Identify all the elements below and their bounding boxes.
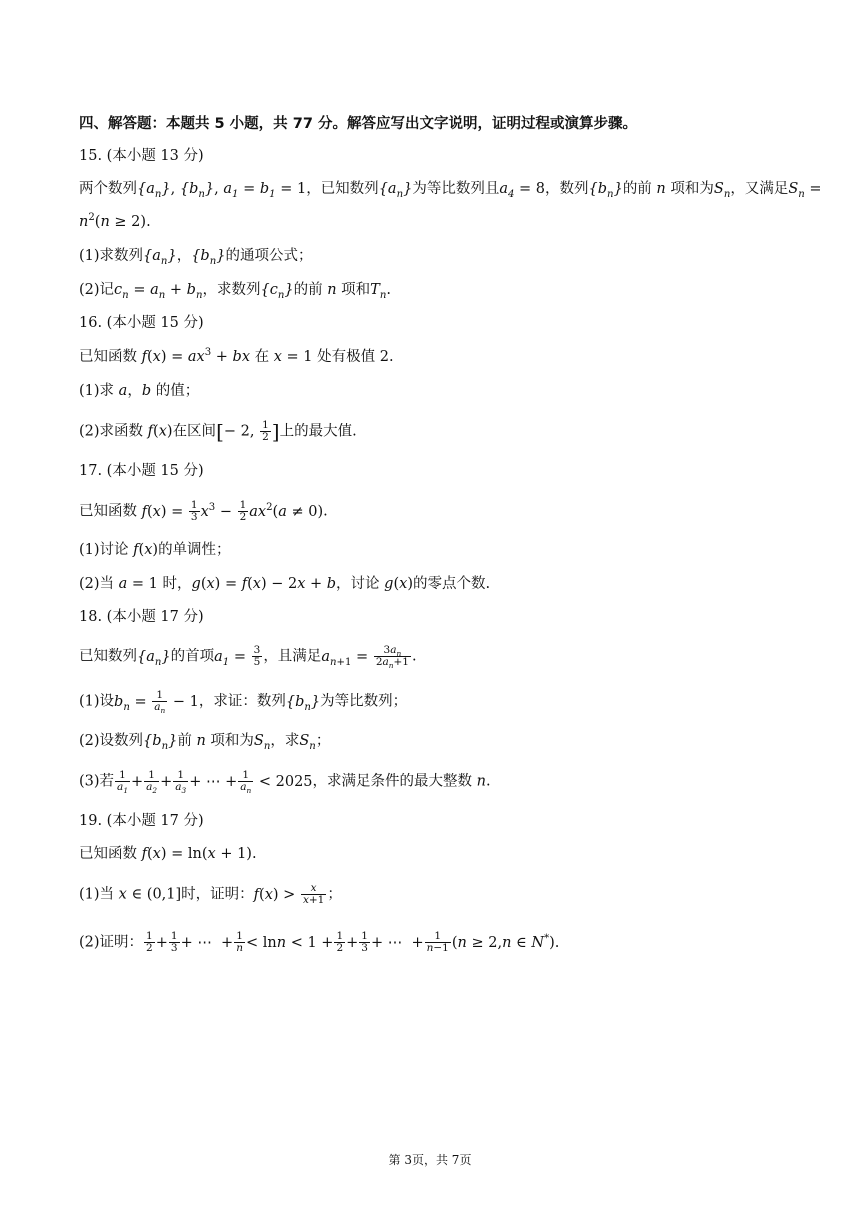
- problem-17-part-2: (2)当 a = 1 时，g(x) = f(x) − 2x + b，讨论 g(x)的零点个数.: [79, 576, 491, 592]
- problem-18-header: 18. (本小题 17 分): [79, 609, 204, 625]
- problem-18-stem: 已知数列$\{a_n\}$的首项$a_1$ = $\frac{3}{5}$ ，且满足$a_{n+1}$ = $\frac{3a_n}{2a_n+1}$ .: [79, 644, 417, 671]
- page-footer: 第 3页，共 7页: [388, 1153, 472, 1167]
- problem-16-part-1: (1)求 a，b 的值；: [79, 383, 200, 399]
- problem-18-part-3: (3)若 $\frac{1}{a_1}$ + $\frac{1}{a_2}$ + $\frac{1}{a_3}$ + ⋯ + $\frac{1}{a_n}$ < 2025，求满足条件的最大整数 n.: [79, 769, 491, 796]
- problem-19-header: 19. (本小题 17 分): [79, 813, 204, 829]
- problem-18-part-1: (1)设$b_n$ = $\frac{1}{a_n}$ − 1，求证：数列$\{b_n\}$为等比数列；: [79, 689, 408, 716]
- problem-17-stem: 已知函数 f(x) = $\frac{1}{3}$ $x^3$ − $\frac{1}{2}$ $ax^2(a \ne 0)$.: [79, 499, 328, 523]
- problem-16-stem: 已知函数 $f(x) = ax^3$ + bx 在 x = 1 处有极值 2.: [79, 347, 394, 365]
- problem-16-part-2: (2)求函数 f(x)在区间[− 2, $\frac{1}{2}$ ]上的最大值.: [79, 419, 357, 444]
- problem-18-part-2: (2)设数列$\{b_n\}$前 n 项和为$S_n$，求$S_n$；: [79, 733, 331, 752]
- problem-17-header: 17. (本小题 15 分): [79, 463, 204, 479]
- problem-15-header: 15. (本小题 13 分): [79, 148, 204, 164]
- problem-15-part-2: (2)记$c_n = a_n + b_n$，求数列$\{c_n\}$的前 n 项和$T_n$.: [79, 282, 391, 301]
- problem-19-part-2: (2)证明： $\frac{1}{2}$ + $\frac{1}{3}$ + ⋯ + $\frac{1}{n}$ < lnn < 1 + $\frac{1}{2}$ + $\frac{1}{3}$ + ⋯ + $\frac{1}{n-1}$ (n ≥ 2,n ∈ N*).: [79, 930, 560, 954]
- problem-15-stem-line2: $n^2(n \ge 2)$.: [79, 212, 151, 230]
- problem-15-part-1: (1)求数列$\{a_n\}$，$\{b_n\}$的通项公式；: [79, 248, 313, 267]
- problem-19-stem: 已知函数 f(x) = ln(x + 1).: [79, 846, 257, 862]
- problem-15-stem-line1: 两个数列$\{a_n\}$, $\{b_n\}$, $a_1 = b_1 = 1$，已知数列$\{a_n\}$为等比数列且$a_4 = 8$，数列$\{b_n\}$的前 n 项和为$S_n$，又满足$S_n$ =: [79, 181, 822, 200]
- problem-19-part-1: (1)当 x ∈ (0,1]时，证明：f(x) > $\frac{x}{x+1}$ ；: [79, 882, 342, 906]
- problem-16-header: 16. (本小题 15 分): [79, 315, 204, 331]
- section-title: 四、解答题：本题共 5 小题，共 77 分。解答应写出文字说明，证明过程或演算步骤。: [79, 116, 637, 132]
- problem-17-part-1: (1)讨论 f(x)的单调性；: [79, 542, 231, 558]
